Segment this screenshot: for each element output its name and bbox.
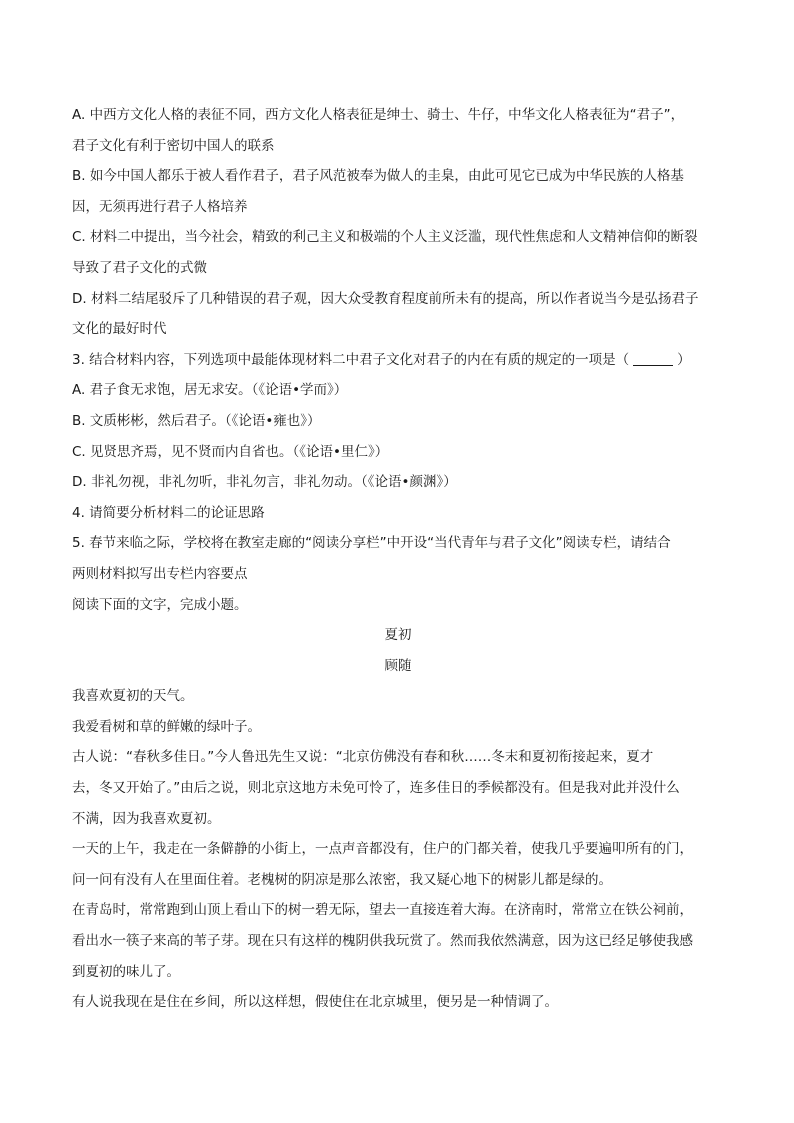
paragraph-5-line2: 看出水一筷子来高的苇子芽。现在只有这样的槐阴供我玩赏了。然而我依然满意，因为这已经足够使我感 (72, 933, 693, 950)
q2-option-d-line1: D. 材料二结尾驳斥了几种错误的君子观，因大众受教育程度前所未有的提高，所以作者说当今是弘扬君子 (72, 290, 699, 307)
paragraph-3-line3: 不满，因为我喜欢夏初。 (72, 810, 221, 827)
paragraph-1: 我喜欢夏初的天气。 (72, 688, 194, 705)
paragraph-3-line2: 去，冬又开始了。”由后之说，则北京这地方未免可怜了，连多佳日的季候都没有。但是我对此并没什么 (72, 780, 680, 797)
q5-stem-line2: 两则材料拟写出专栏内容要点 (72, 565, 248, 582)
paragraph-5-line1: 在青岛时，常常跑到山顶上看山下的树一碧无际，望去一直接连着大海。在济南时，常常立在铁公祠前， (72, 902, 693, 919)
reading-instruction: 阅读下面的文字，完成小题。 (72, 596, 248, 613)
paragraph-2: 我爱看树和草的鲜嫩的绿叶子。 (72, 718, 261, 735)
q3-option-b: B. 文质彬彬，然后君子。（《论语•雍也》） (72, 412, 321, 429)
q3-stem-close: ） (677, 351, 691, 368)
q2-option-b-line2: 因，无须再进行君子人格培养 (72, 198, 248, 215)
essay-title: 夏初 (384, 627, 412, 644)
essay-author: 顾随 (384, 657, 412, 674)
paragraph-5-line3: 到夏初的味儿了。 (72, 963, 180, 980)
q4-stem: 4. 请简要分析材料二的论证思路 (72, 504, 265, 521)
q2-option-a-line1: A. 中西方文化人格的表征不同，西方文化人格表征是绅士、骑士、牛仔，中华文化人格表征为“君子”， (72, 107, 685, 123)
q2-option-c-line2: 导致了君子文化的式微 (72, 259, 207, 276)
paragraph-3-line1: 古人说：“春秋多佳日。”今人鲁迅先生又说：“北京仿佛没有春和秋……冬末和夏初衔接起来，夏才 (72, 749, 654, 766)
q2-option-c-line1: C. 材料二中提出，当今社会，精致的利己主义和极端的个人主义泛滥，现代性焦虑和人文精神信仰的断裂 (72, 229, 698, 246)
answer-blank[interactable] (633, 351, 673, 366)
q2-option-b-line1: B. 如今中国人都乐于被人看作君子，君子风范被奉为做人的圭臬，由此可见它已成为中华民族的人格基 (72, 168, 684, 185)
q5-stem-line1: 5. 春节来临之际，学校将在教室走廊的“阅读分享栏”中开设“当代青年与君子文化”阅读专栏，请结合 (72, 535, 671, 552)
paragraph-4-line2: 问一问有没有人在里面住着。老槐树的阴凉是那么浓密，我又疑心地下的树影儿都是绿的。 (72, 871, 612, 888)
q3-option-d: D. 非礼勿视，非礼勿听，非礼勿言，非礼勿动。（《论语•颜渊》） (72, 474, 457, 491)
q2-option-d-line2: 文化的最好时代 (72, 321, 167, 338)
q3-stem (72, 345, 724, 376)
q2-option-a-line2: 君子文化有利于密切中国人的联系 (72, 137, 275, 154)
paragraph-4-line1: 一天的上午，我走在一条僻静的小街上，一点声音都没有，住户的门都关着，使我几乎要遍叩所有的门， (72, 841, 693, 858)
q3-option-c: C. 见贤思齐焉，见不贤而内自省也。（《论语•里仁》） (72, 443, 389, 460)
document-page (72, 100, 724, 1018)
q3-stem-text: 3. 结合材料内容，下列选项中最能体现材料二中君子文化对君子的内在有质的规定的一项是（ (72, 351, 630, 368)
paragraph-6: 有人说我现在是住在乡间，所以这样想，假使住在北京城里，便另是一种情调了。 (72, 994, 558, 1011)
q3-option-a: A. 君子食无求饱，居无求安。（《论语•学而》） (72, 382, 348, 399)
